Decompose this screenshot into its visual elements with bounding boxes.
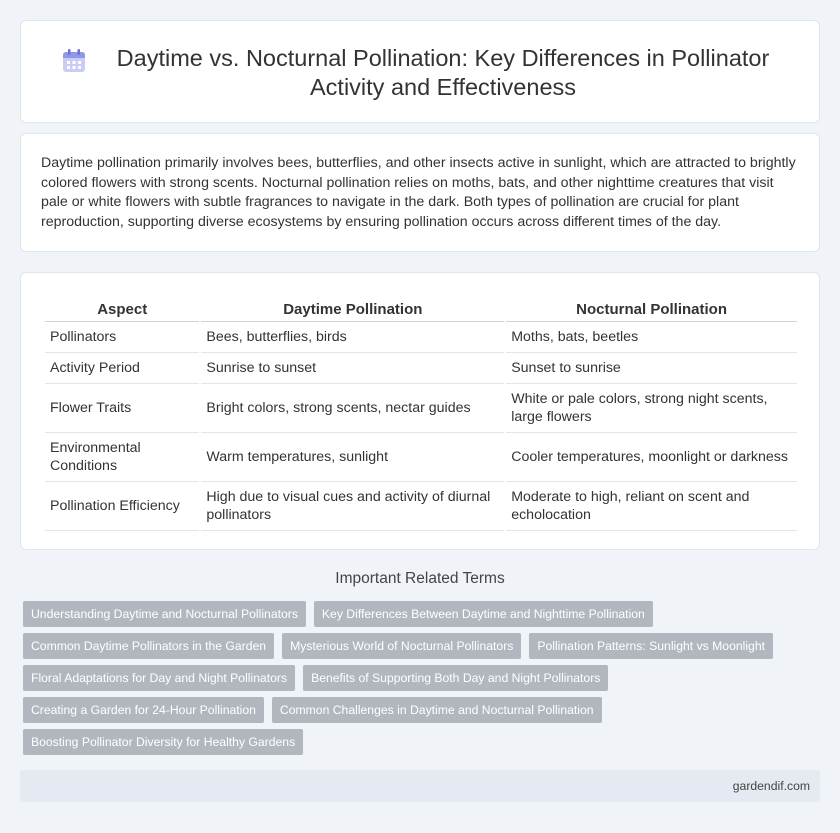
- related-term-tag[interactable]: Creating a Garden for 24-Hour Pollination: [23, 697, 264, 723]
- title-wrap: [21, 21, 819, 102]
- header-daytime: Daytime Pollination: [201, 296, 504, 322]
- table-row: [45, 433, 797, 482]
- table-cell: Flower Traits: [45, 384, 199, 433]
- related-term-tag[interactable]: Boosting Pollinator Diversity for Healthy Gardens: [23, 729, 303, 755]
- footer: [20, 770, 820, 802]
- table-cell: Cooler temperatures, moonlight or darkness: [506, 433, 797, 482]
- intro-card: [20, 133, 820, 252]
- comparison-table: [43, 296, 799, 531]
- table-cell: White or pale colors, strong night scents, large flowers: [506, 384, 797, 433]
- related-terms-list: [23, 601, 813, 761]
- table-row: [45, 482, 797, 531]
- table-cell: Bright colors, strong scents, nectar guides: [201, 384, 504, 433]
- header-aspect: Aspect: [45, 296, 199, 322]
- table-cell: Environmental Conditions: [45, 433, 199, 482]
- related-term-tag[interactable]: Benefits of Supporting Both Day and Night Pollinators: [303, 665, 608, 691]
- table-cell: Bees, butterflies, birds: [201, 322, 504, 353]
- intro-paragraph: Daytime pollination primarily involves bees, butterflies, and other insects active in sunlight, which are attracted to brightly colored flowers with strong scents. Nocturnal pollination relies on moths, bats, and other nighttime creatures that visit pale or white flowers with subtle fragrances to navigate in the dark. Both types of pollination are crucial for plant reproduction, supporting diverse ecosystems by ensuring pollination occurs across different times of the day.: [41, 155, 796, 230]
- related-term-tag[interactable]: Common Challenges in Daytime and Nocturnal Pollination: [272, 697, 602, 723]
- table-cell: Pollinators: [45, 322, 199, 353]
- table-row: [45, 353, 797, 384]
- table-cell: Moths, bats, beetles: [506, 322, 797, 353]
- calendar-icon: [61, 48, 87, 74]
- table-cell: Sunrise to sunset: [201, 353, 504, 384]
- tag-row: [23, 729, 813, 755]
- related-term-tag[interactable]: Floral Adaptations for Day and Night Pollinators: [23, 665, 295, 691]
- table-row: [45, 384, 797, 433]
- tag-row: [23, 633, 813, 659]
- tag-row: [23, 665, 813, 691]
- tag-row: [23, 697, 813, 723]
- related-term-tag[interactable]: Common Daytime Pollinators in the Garden: [23, 633, 274, 659]
- page-title: Daytime vs. Nocturnal Pollination: Key Differences in Pollinator Activity and Effectiveness: [116, 45, 770, 100]
- table-cell: High due to visual cues and activity of diurnal pollinators: [201, 482, 504, 531]
- comparison-card: [20, 272, 820, 550]
- table-cell: Activity Period: [45, 353, 199, 384]
- table-cell: Warm temperatures, sunlight: [201, 433, 504, 482]
- related-terms-title: Important Related Terms: [335, 570, 505, 587]
- table-cell: Pollination Efficiency: [45, 482, 199, 531]
- related-term-tag[interactable]: Understanding Daytime and Nocturnal Pollinators: [23, 601, 306, 627]
- related-term-tag[interactable]: Key Differences Between Daytime and Nighttime Pollination: [314, 601, 653, 627]
- table-header-row: [45, 296, 797, 322]
- related-term-tag[interactable]: Mysterious World of Nocturnal Pollinators: [282, 633, 521, 659]
- table-cell: Moderate to high, reliant on scent and echolocation: [506, 482, 797, 531]
- tag-row: [23, 601, 813, 627]
- related-term-tag[interactable]: Pollination Patterns: Sunlight vs Moonlight: [529, 633, 773, 659]
- header-nocturnal: Nocturnal Pollination: [506, 296, 797, 322]
- footer-site-link[interactable]: gardendif.com: [732, 779, 810, 793]
- table-cell: Sunset to sunrise: [506, 353, 797, 384]
- title-card: [20, 20, 820, 123]
- table-row: [45, 322, 797, 353]
